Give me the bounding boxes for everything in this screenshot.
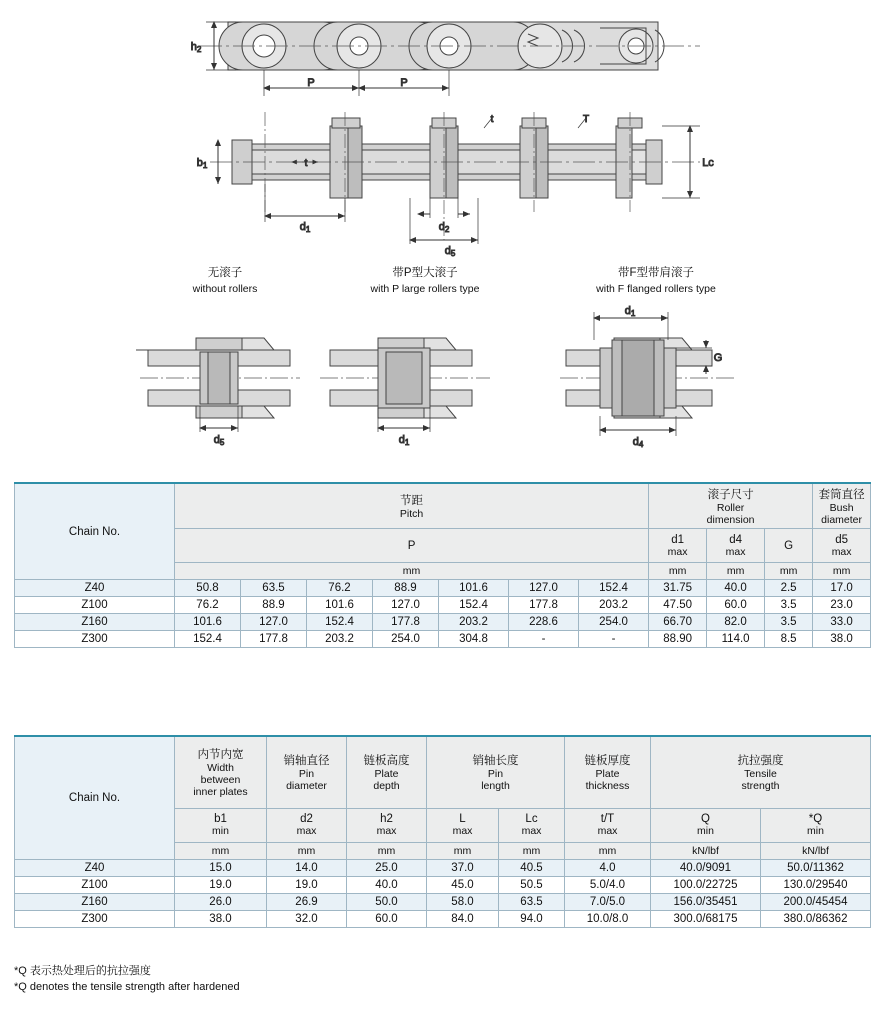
table2-sym-Lc: Lc max bbox=[499, 808, 565, 842]
table2-sym-d2: d2 max bbox=[267, 808, 347, 842]
table-row bbox=[15, 614, 871, 631]
table2-unit-h2: mm bbox=[347, 842, 427, 859]
table2-head-strength: 抗拉强度 Tensile strength bbox=[651, 736, 871, 808]
d4-symbol: d4 bbox=[729, 533, 742, 546]
table-row bbox=[15, 631, 871, 648]
table2-sym-L: L max bbox=[427, 808, 499, 842]
d5-qual: max bbox=[831, 545, 852, 558]
table1-g-head bbox=[765, 529, 813, 563]
cell-pitch: 76.2 bbox=[307, 580, 373, 597]
table1-d4-head bbox=[707, 529, 765, 563]
cell-pitch: 203.2 bbox=[579, 597, 649, 614]
unit-mm: mm bbox=[402, 565, 421, 577]
cell-Lc: 50.5 bbox=[499, 876, 565, 893]
cell-pitch: 88.9 bbox=[373, 580, 439, 597]
table1-unit-d4: mm bbox=[707, 563, 765, 580]
table2-chain-no-header bbox=[15, 736, 175, 859]
dimension-strength-table bbox=[14, 735, 871, 928]
svg-text:d4: d4 bbox=[632, 436, 644, 449]
cell-d1: 47.50 bbox=[649, 597, 707, 614]
g-symbol: G bbox=[784, 539, 794, 552]
cell-pitch: 203.2 bbox=[307, 631, 373, 648]
cell-L: 58.0 bbox=[427, 893, 499, 910]
table1-pitch-symbol bbox=[175, 529, 649, 563]
cell-Qstar: 130.0/29540 bbox=[761, 876, 871, 893]
table-row bbox=[15, 893, 871, 910]
cell-d4: 40.0 bbox=[707, 580, 765, 597]
cell-tT: 7.0/5.0 bbox=[565, 893, 651, 910]
cell-Q: 156.0/35451 bbox=[651, 893, 761, 910]
table2-sym-Qstar: *Q min bbox=[761, 808, 871, 842]
table2-head-b1: 内节内宽 Width between inner plates bbox=[175, 736, 267, 808]
cell-pitch: 127.0 bbox=[373, 597, 439, 614]
table-row bbox=[15, 580, 871, 597]
table1-unit-pitch bbox=[175, 563, 649, 580]
table1-d1-head bbox=[649, 529, 707, 563]
group-bush-en1: Bush bbox=[829, 502, 854, 514]
cell-d4: 114.0 bbox=[707, 631, 765, 648]
caption-zh: 带P型大滚子 bbox=[392, 267, 458, 279]
table1-chain-no-header bbox=[15, 483, 175, 580]
cell-pitch: 203.2 bbox=[439, 614, 509, 631]
cell-d5: 17.0 bbox=[813, 580, 871, 597]
cell-b1: 19.0 bbox=[175, 876, 267, 893]
d1-symbol: d1 bbox=[671, 533, 684, 546]
cell-d4: 60.0 bbox=[707, 597, 765, 614]
pitch-roller-table-wrap bbox=[14, 482, 871, 648]
cell-Lc: 94.0 bbox=[499, 910, 565, 927]
svg-text:t: t bbox=[490, 114, 494, 125]
svg-text:d5: d5 bbox=[213, 434, 225, 447]
cell-tT: 5.0/4.0 bbox=[565, 876, 651, 893]
caption-f-rollers bbox=[556, 266, 756, 296]
cell-pitch: 101.6 bbox=[307, 597, 373, 614]
d1-qual: max bbox=[667, 545, 688, 558]
cell-pitch: 177.8 bbox=[241, 631, 307, 648]
pitch-symbol-label: P bbox=[407, 539, 416, 552]
cell-pitch: 254.0 bbox=[373, 631, 439, 648]
cell-pitch: 101.6 bbox=[439, 580, 509, 597]
cell-b1: 38.0 bbox=[175, 910, 267, 927]
table2-head-d2: 销轴直径 Pin diameter bbox=[267, 736, 347, 808]
cell-pitch: 304.8 bbox=[439, 631, 509, 648]
cell-d5: 33.0 bbox=[813, 614, 871, 631]
group-bush-en2: diameter bbox=[821, 514, 863, 526]
cell-pitch: 50.8 bbox=[175, 580, 241, 597]
row-chain-no: Z100 bbox=[15, 876, 175, 893]
cell-d1: 88.90 bbox=[649, 631, 707, 648]
caption-p-rollers bbox=[330, 266, 520, 296]
svg-text:d1: d1 bbox=[299, 221, 311, 234]
group-roller-en2: dimension bbox=[706, 514, 755, 526]
caption-zh: 无滚子 bbox=[207, 267, 243, 279]
table1-d5-head bbox=[813, 529, 871, 563]
svg-text:d2: d2 bbox=[438, 221, 450, 234]
svg-text:h2: h2 bbox=[190, 41, 202, 54]
table2-head-tT: 链板厚度 Plate thickness bbox=[565, 736, 651, 808]
cell-d5: 38.0 bbox=[813, 631, 871, 648]
dimension-strength-table-wrap bbox=[14, 735, 871, 928]
table2-head-h2: 链板高度 Plate depth bbox=[347, 736, 427, 808]
cell-Qstar: 380.0/86362 bbox=[761, 910, 871, 927]
group-pitch-zh: 节距 bbox=[400, 495, 424, 507]
cell-pitch: - bbox=[579, 631, 649, 648]
cell-L: 84.0 bbox=[427, 910, 499, 927]
cell-pitch: 63.5 bbox=[241, 580, 307, 597]
svg-text:T: T bbox=[582, 114, 590, 125]
chain-no-label: Chain No. bbox=[68, 525, 121, 538]
row-chain-no: Z40 bbox=[15, 859, 175, 876]
cell-h2: 25.0 bbox=[347, 859, 427, 876]
table2-sym-h2: h2 max bbox=[347, 808, 427, 842]
cell-pitch: 177.8 bbox=[509, 597, 579, 614]
d5-symbol: d5 bbox=[835, 533, 848, 546]
svg-text:d1: d1 bbox=[624, 305, 636, 318]
cell-d4: 82.0 bbox=[707, 614, 765, 631]
table2-head-pin-length: 销轴长度 Pin length bbox=[427, 736, 565, 808]
table1-group-bush bbox=[813, 483, 871, 529]
cell-d2: 19.0 bbox=[267, 876, 347, 893]
table-row bbox=[15, 597, 871, 614]
cell-pitch: 228.6 bbox=[509, 614, 579, 631]
svg-text:d5: d5 bbox=[444, 245, 456, 258]
caption-en: without rollers bbox=[192, 282, 258, 295]
group-roller-en1: Roller bbox=[716, 502, 745, 514]
cell-pitch: 152.4 bbox=[175, 631, 241, 648]
cell-pitch: 152.4 bbox=[439, 597, 509, 614]
footnote-zh: *Q 表示热处理后的抗拉强度 bbox=[14, 965, 151, 977]
cell-g: 2.5 bbox=[765, 580, 813, 597]
cell-d1: 66.70 bbox=[649, 614, 707, 631]
table1-unit-d5: mm bbox=[813, 563, 871, 580]
table1-header-row-1 bbox=[15, 483, 871, 529]
table2-unit-Qstar: kN/lbf bbox=[761, 842, 871, 859]
row-chain-no: Z300 bbox=[15, 910, 175, 927]
table1-unit-d1: mm bbox=[649, 563, 707, 580]
d4-qual: max bbox=[725, 545, 746, 558]
row-chain-no: Z160 bbox=[15, 893, 175, 910]
caption-en: with F flanged rollers type bbox=[596, 282, 716, 295]
cell-pitch: 88.9 bbox=[241, 597, 307, 614]
table2-sym-b1: b1 min bbox=[175, 808, 267, 842]
cell-Q: 300.0/68175 bbox=[651, 910, 761, 927]
cell-d2: 32.0 bbox=[267, 910, 347, 927]
caption-without-rollers bbox=[160, 266, 290, 296]
table2-sym-Q: Q min bbox=[651, 808, 761, 842]
cell-Qstar: 200.0/45454 bbox=[761, 893, 871, 910]
cell-b1: 26.0 bbox=[175, 893, 267, 910]
cell-pitch: 177.8 bbox=[373, 614, 439, 631]
cell-g: 3.5 bbox=[765, 614, 813, 631]
svg-text:d1: d1 bbox=[398, 434, 410, 447]
cell-d5: 23.0 bbox=[813, 597, 871, 614]
chain-no-label: Chain No. bbox=[68, 791, 121, 804]
cell-pitch: 152.4 bbox=[579, 580, 649, 597]
cell-g: 8.5 bbox=[765, 631, 813, 648]
svg-text:G: G bbox=[713, 352, 723, 364]
cell-pitch: 101.6 bbox=[175, 614, 241, 631]
cell-g: 3.5 bbox=[765, 597, 813, 614]
table2-unit-L: mm bbox=[427, 842, 499, 859]
table2-unit-d2: mm bbox=[267, 842, 347, 859]
cell-pitch: 254.0 bbox=[579, 614, 649, 631]
table2-unit-Lc: mm bbox=[499, 842, 565, 859]
cell-pitch: 76.2 bbox=[175, 597, 241, 614]
cell-d2: 26.9 bbox=[267, 893, 347, 910]
cell-Q: 100.0/22725 bbox=[651, 876, 761, 893]
cell-d2: 14.0 bbox=[267, 859, 347, 876]
cell-pitch: 152.4 bbox=[307, 614, 373, 631]
cell-b1: 15.0 bbox=[175, 859, 267, 876]
group-roller-zh: 滚子尺寸 bbox=[707, 489, 754, 501]
group-bush-zh: 套筒直径 bbox=[818, 489, 865, 501]
cell-h2: 40.0 bbox=[347, 876, 427, 893]
cell-Lc: 63.5 bbox=[499, 893, 565, 910]
cell-pitch: 127.0 bbox=[241, 614, 307, 631]
table1-group-roller bbox=[649, 483, 813, 529]
cell-Q: 40.0/9091 bbox=[651, 859, 761, 876]
cell-L: 37.0 bbox=[427, 859, 499, 876]
svg-text:P: P bbox=[400, 77, 408, 89]
table2-header-row-1 bbox=[15, 736, 871, 808]
table1-group-pitch bbox=[175, 483, 649, 529]
cell-tT: 10.0/8.0 bbox=[565, 910, 651, 927]
svg-text:P: P bbox=[307, 77, 315, 89]
group-pitch-en: Pitch bbox=[399, 508, 424, 520]
row-chain-no: Z300 bbox=[15, 631, 175, 648]
cell-h2: 50.0 bbox=[347, 893, 427, 910]
chain-diagram bbox=[0, 0, 884, 470]
svg-text:Lc: Lc bbox=[702, 157, 714, 169]
table2-unit-tT: mm bbox=[565, 842, 651, 859]
table-row bbox=[15, 859, 871, 876]
svg-text:b1: b1 bbox=[196, 157, 208, 170]
cell-L: 45.0 bbox=[427, 876, 499, 893]
row-chain-no: Z160 bbox=[15, 614, 175, 631]
row-chain-no: Z100 bbox=[15, 597, 175, 614]
svg-text:t: t bbox=[304, 158, 308, 169]
cell-tT: 4.0 bbox=[565, 859, 651, 876]
table1-unit-g: mm bbox=[765, 563, 813, 580]
footnote-en: *Q denotes the tensile strength after hardened bbox=[14, 980, 240, 993]
cell-pitch: 127.0 bbox=[509, 580, 579, 597]
cell-d1: 31.75 bbox=[649, 580, 707, 597]
cell-Lc: 40.5 bbox=[499, 859, 565, 876]
table-row bbox=[15, 910, 871, 927]
cell-h2: 60.0 bbox=[347, 910, 427, 927]
table2-unit-Q: kN/lbf bbox=[651, 842, 761, 859]
caption-en: with P large rollers type bbox=[370, 282, 480, 295]
cell-Qstar: 50.0/11362 bbox=[761, 859, 871, 876]
table2-sym-tT: t/T max bbox=[565, 808, 651, 842]
caption-zh: 带F型带肩滚子 bbox=[617, 267, 695, 279]
pitch-roller-table bbox=[14, 482, 871, 648]
table-row bbox=[15, 876, 871, 893]
row-chain-no: Z40 bbox=[15, 580, 175, 597]
cell-pitch: - bbox=[509, 631, 579, 648]
footnote bbox=[14, 964, 240, 996]
table2-unit-b1: mm bbox=[175, 842, 267, 859]
